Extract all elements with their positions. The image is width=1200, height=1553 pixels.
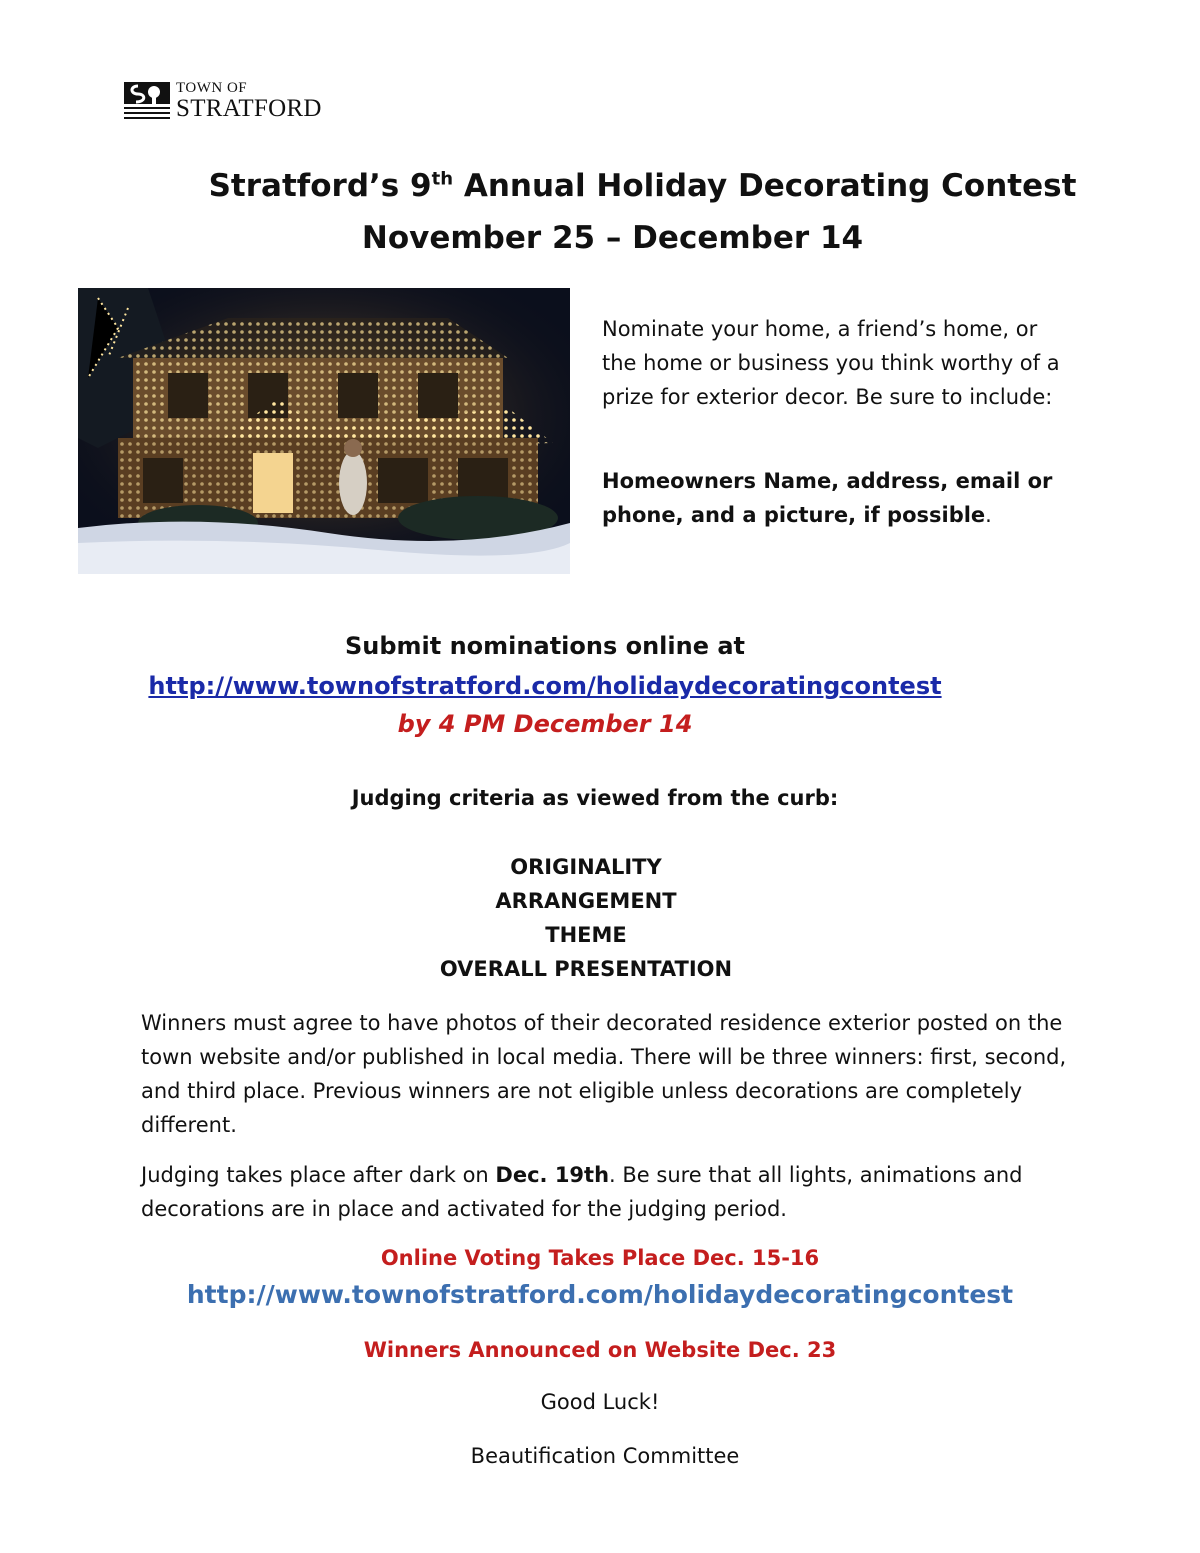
- nomination-instructions: Nominate your home, a friend’s home, or the home or business you think worthy of a prize for exterior decor. Be sure to include:: [602, 317, 1060, 409]
- submission-deadline: by 4 PM December 14: [397, 710, 693, 738]
- winner-rules: Winners must agree to have photos of their decorated residence exterior posted on the town website and/or published in local media. There will be three winners: first, second, and third place. Previous winners are not eligible unless decorations are completely different.: [141, 1011, 1067, 1137]
- page-title: [0, 168, 1200, 204]
- signature-committee: Beautification Committee: [470, 1444, 740, 1468]
- house-lights-image: [78, 288, 570, 574]
- criteria-item: OVERALL PRESENTATION: [439, 957, 733, 981]
- criteria-item: ARRANGEMENT: [495, 889, 677, 913]
- winners-announcement: Winners Announced on Website Dec. 23: [363, 1338, 837, 1362]
- judging-info: [141, 1158, 1091, 1226]
- criteria-list: [0, 850, 1172, 986]
- submit-nomination-link[interactable]: http://www.townofstratford.com/holidaydecoratingcontest: [148, 672, 942, 700]
- title-prefix: Stratford’s 9: [208, 168, 432, 204]
- title-superscript: th: [431, 168, 454, 190]
- title-suffix: Annual Holiday Decorating Contest: [453, 168, 1077, 204]
- required-info: [602, 464, 1072, 532]
- required-info-period: .: [985, 503, 992, 527]
- contest-dates: November 25 – December 14: [361, 220, 864, 256]
- judging-info-after: . Be sure that all lights, animations and decorations are in place and activated for the judging period.: [141, 1163, 1023, 1221]
- judging-info-before: Judging takes place after dark on: [141, 1163, 496, 1187]
- voting-link[interactable]: http://www.townofstratford.com/holidaydecoratingcontest: [186, 1280, 1014, 1309]
- logo-stratford: STRATFORD: [176, 95, 322, 122]
- criteria-heading: Judging criteria as viewed from the curb:: [351, 786, 839, 810]
- decorated-house-photo: [78, 288, 570, 574]
- criteria-item: THEME: [545, 923, 627, 947]
- criteria-item: ORIGINALITY: [510, 855, 662, 879]
- submit-heading: Submit nominations online at: [344, 632, 746, 660]
- town-logo: [124, 80, 324, 124]
- required-info-text: Homeowners Name, address, email or phone, and a picture, if possible: [602, 469, 1053, 527]
- stratford-logo-icon: [124, 82, 170, 120]
- online-voting-dates: Online Voting Takes Place Dec. 15-16: [380, 1246, 820, 1270]
- good-luck: Good Luck!: [540, 1390, 660, 1414]
- logo-town-of: TOWN OF: [176, 80, 248, 96]
- judging-date: Dec. 19th: [495, 1163, 610, 1187]
